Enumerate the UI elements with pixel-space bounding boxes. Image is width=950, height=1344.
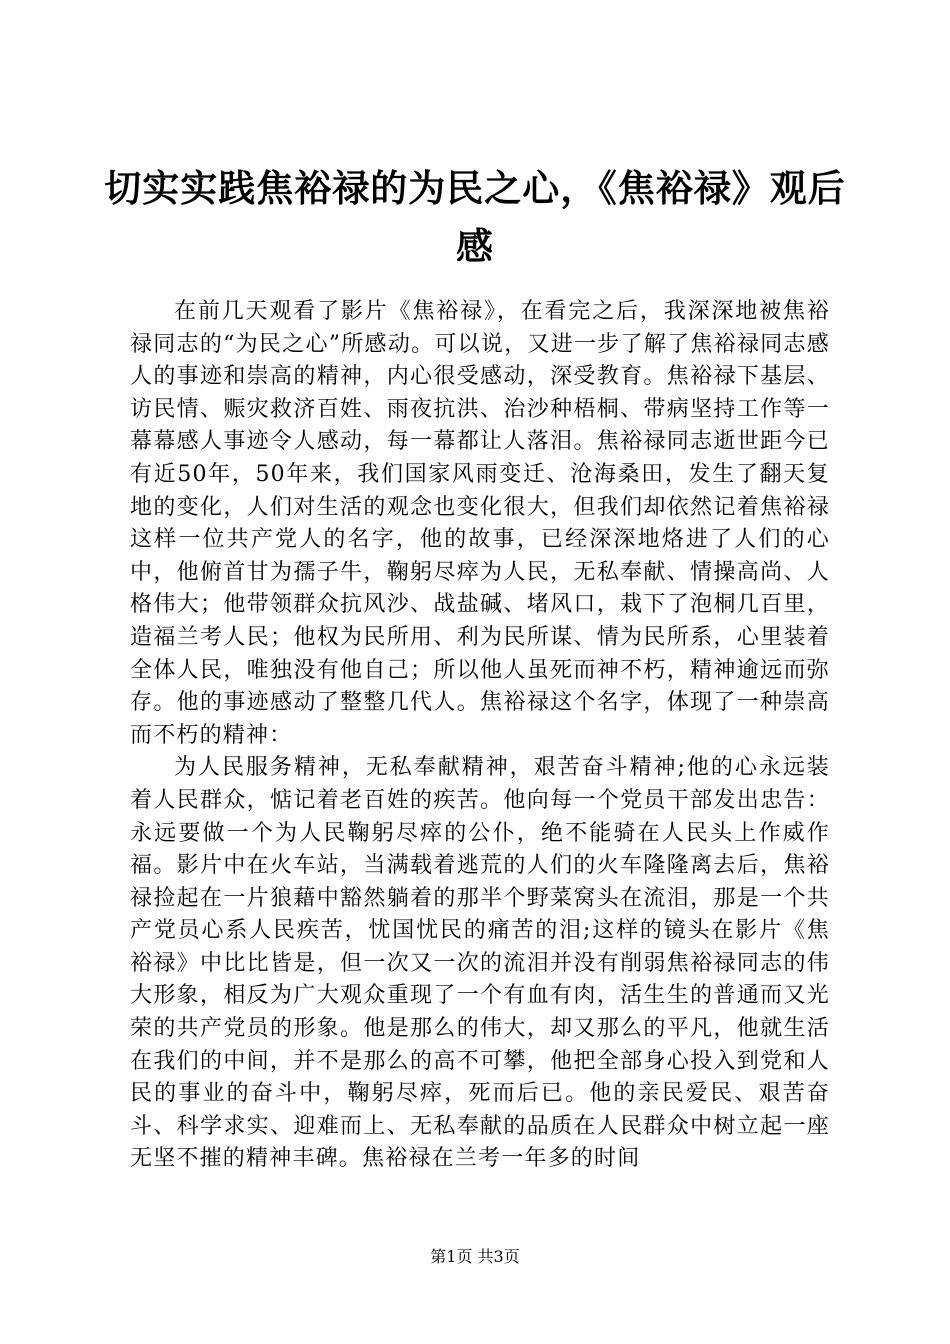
document-body <box>130 296 830 1176</box>
paragraph: 在前几天观看了影片《焦裕禄》，在看完之后，我深深地被焦裕禄同志的“为民之心”所感动。可以说，又进一步了解了焦裕禄同志感人的事迹和崇高的精神，内心很受感动，深受教育。焦裕禄下基层、访民情、赈灾救济百姓、雨夜抗洪、治沙种梧桐、带病坚持工作等一幕幕感人事迹令人感动，每一幕都让人落泪。焦裕禄同志逝世距今已有近50年，50年来，我们国家风雨变迁、沧海桑田，发生了翻天复地的变化，人们对生活的观念也变化很大，但我们却依然记着焦裕禄这样一位共产党人的名字，他的故事，已经深深地烙进了人们的心中，他俯首甘为孺子牛，鞠躬尽瘁为人民，无私奉献、情操高尚、人格伟大；他带领群众抗风沙、战盐碱、堵风口，栽下了泡桐几百里，造福兰考人民；他权为民所用、利为民所谋、情为民所系，心里装着全体人民，唯独没有他自己；所以他人虽死而神不朽，精神逾远而弥存。他的事迹感动了整整几代人。焦裕禄这个名字，体现了一种崇高而不朽的精神： <box>130 299 830 748</box>
page-footer: 第1页 共3页 <box>430 1247 520 1266</box>
document-title: 切实实践焦裕禄的为民之心，《焦裕禄》观后感 <box>104 167 846 268</box>
paragraph: 为人民服务精神，无私奉献精神，艰苦奋斗精神;他的心永远装着人民群众，惦记着老百姓的疾苦。他向每一个党员干部发出忠告：永远要做一个为人民鞠躬尽瘁的公仆，绝不能骑在人民头上作威作福。影片中在火车站，当满载着逃荒的人们的火车隆隆离去后，焦裕禄捡起在一片狼藉中豁然躺着的那半个野菜窝头在流泪，那是一个共产党员心系人民疾苦，忧国忧民的痛苦的泪;这样的镜头在影片《焦裕禄》中比比皆是，但一次又一次的流泪并没有削弱焦裕禄同志的伟大形象，相反为广大观众重现了一个有血有肉，活生生的普通而又光荣的共产党员的形象。他是那么的伟大，却又那么的平凡，他就生活在我们的中间，并不是那么的高不可攀，他把全部身心投入到党和人民的事业的奋斗中，鞠躬尽瘁，死而后已。他的亲民爱民、艰苦奋斗、科学求实、迎难而上、无私奉献的品质在人民群众中树立起一座无坚不摧的精神丰碑。焦裕禄在兰考一年多的时间 <box>130 755 830 1172</box>
